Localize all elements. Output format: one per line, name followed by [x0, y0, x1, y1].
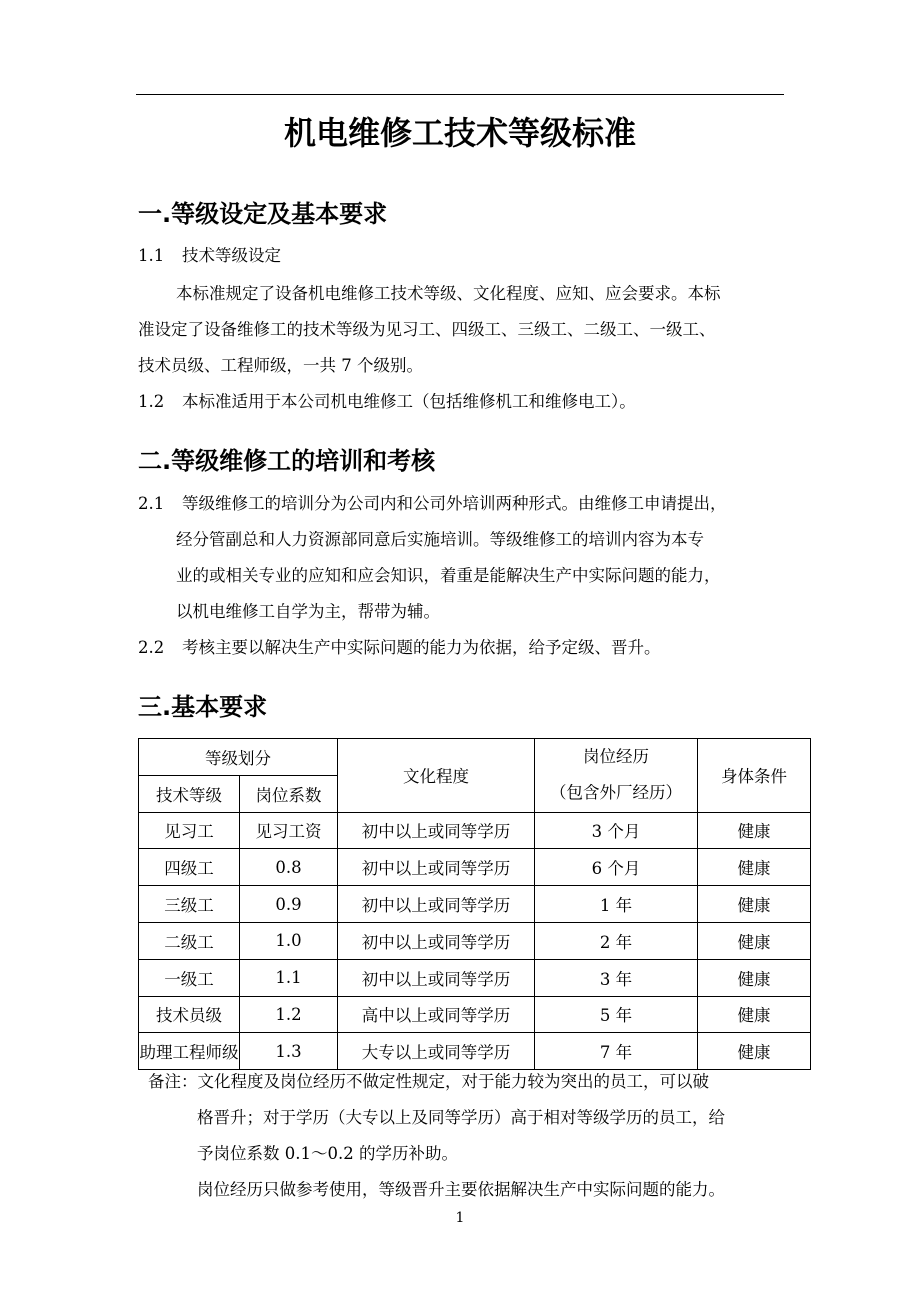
section2-item1-line4: 以机电维修工自学为主，帮带为辅。: [176, 602, 440, 621]
cell-health: 健康: [698, 959, 811, 996]
table-row: [139, 959, 811, 996]
section2-item1-line2: 经分管副总和人力资源部同意后实施培训。等级维修工的培训内容为本专: [176, 530, 704, 549]
header-experience-line1: 岗位经历: [583, 747, 649, 767]
section2-item1-line1: 等级维修工的培训分为公司内和公司外培训两种形式。由维修工申请提出，: [182, 494, 727, 513]
header-health: 身体条件: [698, 739, 811, 813]
section2-heading: 二.等级维修工的培训和考核: [138, 447, 436, 475]
cell-health: 健康: [698, 996, 811, 1033]
section1-heading: 一.等级设定及基本要求: [138, 200, 388, 228]
cell-experience: 6 个月: [535, 849, 698, 886]
cell-coefficient: 1.1: [240, 959, 338, 996]
grade-requirements-table: [138, 738, 811, 1070]
section1-paragraph-line1: 本标准规定了设备机电维修工技术等级、文化程度、应知、应会要求。本标: [176, 284, 721, 303]
cell-coefficient: 1.3: [240, 1033, 338, 1070]
header-position-coefficient: 岗位系数: [240, 775, 338, 812]
section2-item2-text: 考核主要以解决生产中实际问题的能力为依据，给予定级、晋升。: [182, 638, 661, 657]
section1-item2: [138, 384, 636, 420]
header-experience: [535, 739, 698, 813]
cell-health: 健康: [698, 849, 811, 886]
cell-health: 健康: [698, 886, 811, 923]
cell-health: 健康: [698, 1033, 811, 1070]
cell-grade: 见习工: [139, 812, 240, 849]
section2-item1-number: 2.1: [138, 494, 165, 513]
table-row: [139, 849, 811, 886]
cell-grade: 一级工: [139, 959, 240, 996]
cell-coefficient: 0.8: [240, 849, 338, 886]
cell-education: 初中以上或同等学历: [338, 886, 535, 923]
section2-item1: [138, 486, 727, 522]
cell-grade: 技术员级: [139, 996, 240, 1033]
cell-education: 初中以上或同等学历: [338, 959, 535, 996]
table-row: [139, 922, 811, 959]
cell-experience: 2 年: [535, 922, 698, 959]
cell-grade: 助理工程师级: [139, 1033, 240, 1070]
table-row: [139, 996, 811, 1033]
table-header-row-1: [139, 739, 811, 776]
section1-paragraph-line2: 准设定了设备维修工的技术等级为见习工、四级工、三级工、二级工、一级工、: [138, 320, 716, 339]
header-rule: [136, 94, 784, 95]
note-line4: 岗位经历只做参考使用，等级晋升主要依据解决生产中实际问题的能力。: [197, 1180, 725, 1199]
cell-health: 健康: [698, 922, 811, 959]
section3-heading: 三.基本要求: [138, 693, 268, 721]
table-row: [139, 812, 811, 849]
cell-experience: 3 个月: [535, 812, 698, 849]
section1-item2-text: 本标准适用于本公司机电维修工（包括维修机工和维修电工）。: [182, 392, 636, 411]
header-tech-grade: 技术等级: [139, 775, 240, 812]
page-number: 1: [455, 1210, 465, 1226]
section1-item1-label: 技术等级设定: [182, 246, 281, 265]
cell-experience: 3 年: [535, 959, 698, 996]
cell-education: 高中以上或同等学历: [338, 996, 535, 1033]
header-grade-division: 等级划分: [139, 739, 338, 776]
cell-education: 大专以上或同等学历: [338, 1033, 535, 1070]
section1-item2-number: 1.2: [138, 392, 165, 411]
cell-grade: 二级工: [139, 922, 240, 959]
section1-item1: [138, 238, 281, 274]
section2-item2-number: 2.2: [138, 638, 165, 657]
note-line1: 备注：文化程度及岗位经历不做定性规定，对于能力较为突出的员工，可以破: [148, 1072, 709, 1091]
section1-item1-number: 1.1: [138, 246, 165, 265]
note-line2: 格晋升；对于学历（大专以上及同等学历）高于相对等级学历的员工，给: [197, 1108, 725, 1127]
header-education: 文化程度: [338, 739, 535, 813]
cell-coefficient: 0.9: [240, 886, 338, 923]
cell-coefficient: 1.0: [240, 922, 338, 959]
section2-item2: [138, 630, 661, 666]
note-line3: 予岗位系数 0.1～0.2 的学历补助。: [197, 1144, 458, 1163]
cell-health: 健康: [698, 812, 811, 849]
cell-education: 初中以上或同等学历: [338, 922, 535, 959]
section2-item1-line3: 业的或相关专业的应知和应会知识，着重是能解决生产中实际问题的能力，: [176, 566, 721, 585]
table-row: [139, 886, 811, 923]
header-experience-line2: （包含外厂经历）: [550, 783, 682, 803]
cell-experience: 7 年: [535, 1033, 698, 1070]
cell-education: 初中以上或同等学历: [338, 849, 535, 886]
document-title: 机电维修工技术等级标准: [283, 114, 636, 152]
cell-experience: 1 年: [535, 886, 698, 923]
cell-grade: 四级工: [139, 849, 240, 886]
cell-grade: 三级工: [139, 886, 240, 923]
cell-experience: 5 年: [535, 996, 698, 1033]
cell-coefficient: 见习工资: [240, 812, 338, 849]
cell-coefficient: 1.2: [240, 996, 338, 1033]
section1-paragraph-line3: 技术员级、工程师级，一共 7 个级别。: [138, 356, 423, 375]
cell-education: 初中以上或同等学历: [338, 812, 535, 849]
